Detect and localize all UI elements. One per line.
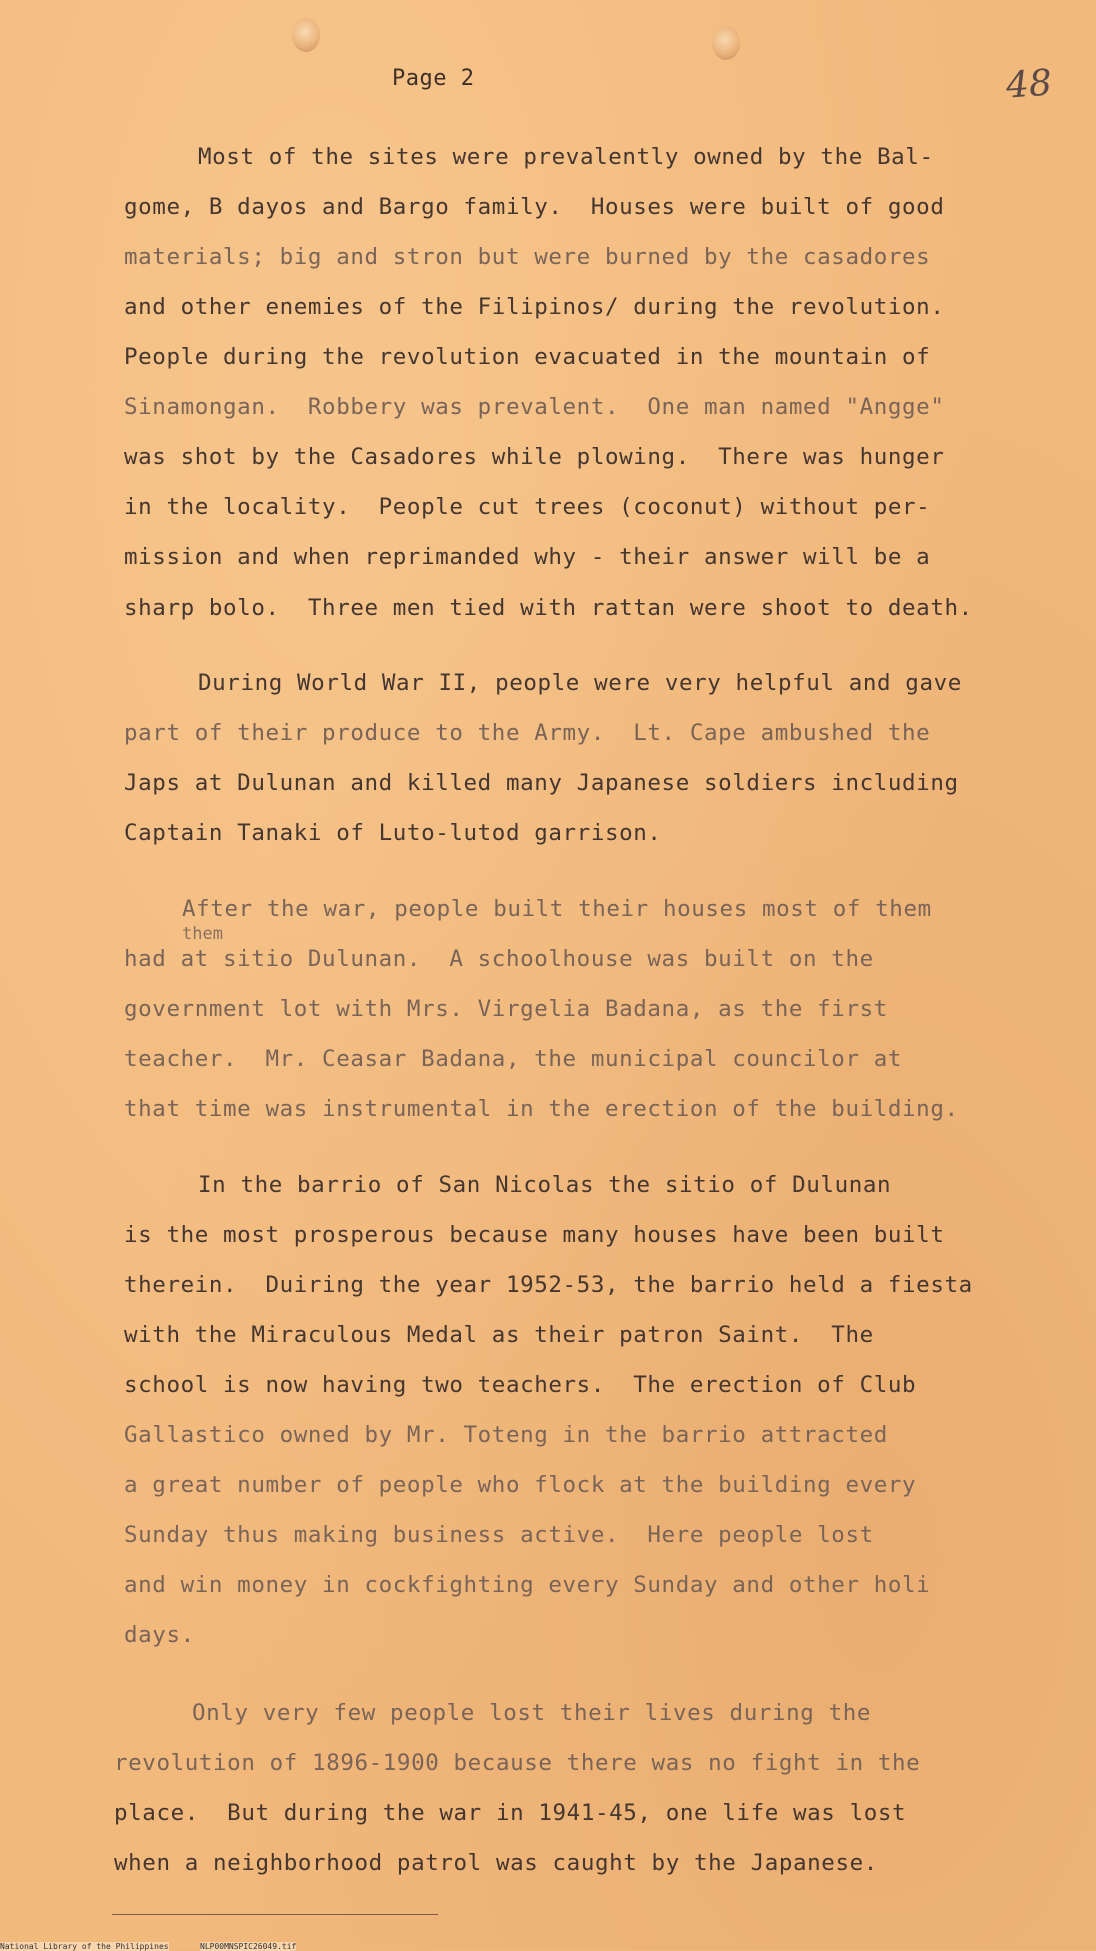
text-line: and win money in cockfighting every Sunday and other holi — [124, 1572, 931, 1598]
text-line: During World War II, people were very helpful and gave — [198, 670, 962, 696]
text-line: is the most prosperous because many houses have been built — [124, 1222, 945, 1248]
text-line: in the locality. People cut trees (coconut) without per- — [124, 494, 931, 520]
text-line: Most of the sites were prevalently owned by the Bal- — [198, 144, 934, 170]
text-line: Captain Tanaki of Luto-lutod garrison. — [124, 820, 662, 846]
text-line: days. — [124, 1622, 195, 1648]
text-line: mission and when reprimanded why - their answer will be a — [124, 544, 931, 570]
text-line: therein. Duiring the year 1952-53, the barrio held a fiesta — [124, 1272, 973, 1298]
text-line: and other enemies of the Filipinos/ during the revolution. — [124, 294, 945, 320]
text-line: place. But during the war in 1941-45, one life was lost — [114, 1800, 907, 1826]
text-line: had at sitio Dulunan. A schoolhouse was built on the — [124, 946, 874, 972]
text-line: In the barrio of San Nicolas the sitio of Dulunan — [198, 1172, 892, 1198]
text-line: school is now having two teachers. The erection of Club — [124, 1372, 917, 1398]
punch-hole-left — [292, 18, 320, 52]
text-line: Japs at Dulunan and killed many Japanese soldiers including — [124, 770, 959, 796]
text-line: revolution of 1896-1900 because there was no fight in the — [114, 1750, 921, 1776]
page-label: Page 2 — [392, 66, 475, 91]
text-line: After the war, people built their houses most of them — [182, 896, 932, 922]
text-line: Sinamongan. Robbery was prevalent. One man named "Angge" — [124, 394, 945, 420]
text-line: Sunday thus making business active. Here people lost — [124, 1522, 874, 1548]
handwritten-page-number: 48 — [1004, 62, 1054, 107]
text-line: teacher. Mr. Ceasar Badana, the municipal councilor at — [124, 1046, 903, 1072]
text-line: Gallastico owned by Mr. Toteng in the barrio attracted — [124, 1422, 888, 1448]
text-line: materials; big and stron but were burned by the casadores — [124, 244, 931, 270]
text-line: part of their produce to the Army. Lt. Cape ambushed the — [124, 720, 931, 746]
text-line: gome, B dayos and Bargo family. Houses were built of good — [124, 194, 945, 220]
punch-hole-right — [712, 26, 740, 60]
text-line: government lot with Mrs. Virgelia Badana, as the first — [124, 996, 888, 1022]
text-line: People during the revolution evacuated in the mountain of — [124, 344, 931, 370]
footer-divider — [112, 1914, 438, 1915]
footer-library-name: National Library of the Philippines — [0, 1942, 169, 1951]
text-line: when a neighborhood patrol was caught by the Japanese. — [114, 1850, 878, 1876]
text-line: with the Miraculous Medal as their patron Saint. The — [124, 1322, 874, 1348]
text-line: sharp bolo. Three men tied with rattan were shoot to death. — [124, 595, 973, 621]
text-line: a great number of people who flock at the building every — [124, 1472, 917, 1498]
interline-insertion: them — [182, 924, 223, 944]
text-line: Only very few people lost their lives during the — [192, 1700, 872, 1726]
text-line: was shot by the Casadores while plowing. There was hunger — [124, 444, 945, 470]
footer-file-id: NLP00MNSPIC26049.tif — [200, 1942, 297, 1951]
text-line: that time was instrumental in the erection of the building. — [124, 1096, 959, 1122]
